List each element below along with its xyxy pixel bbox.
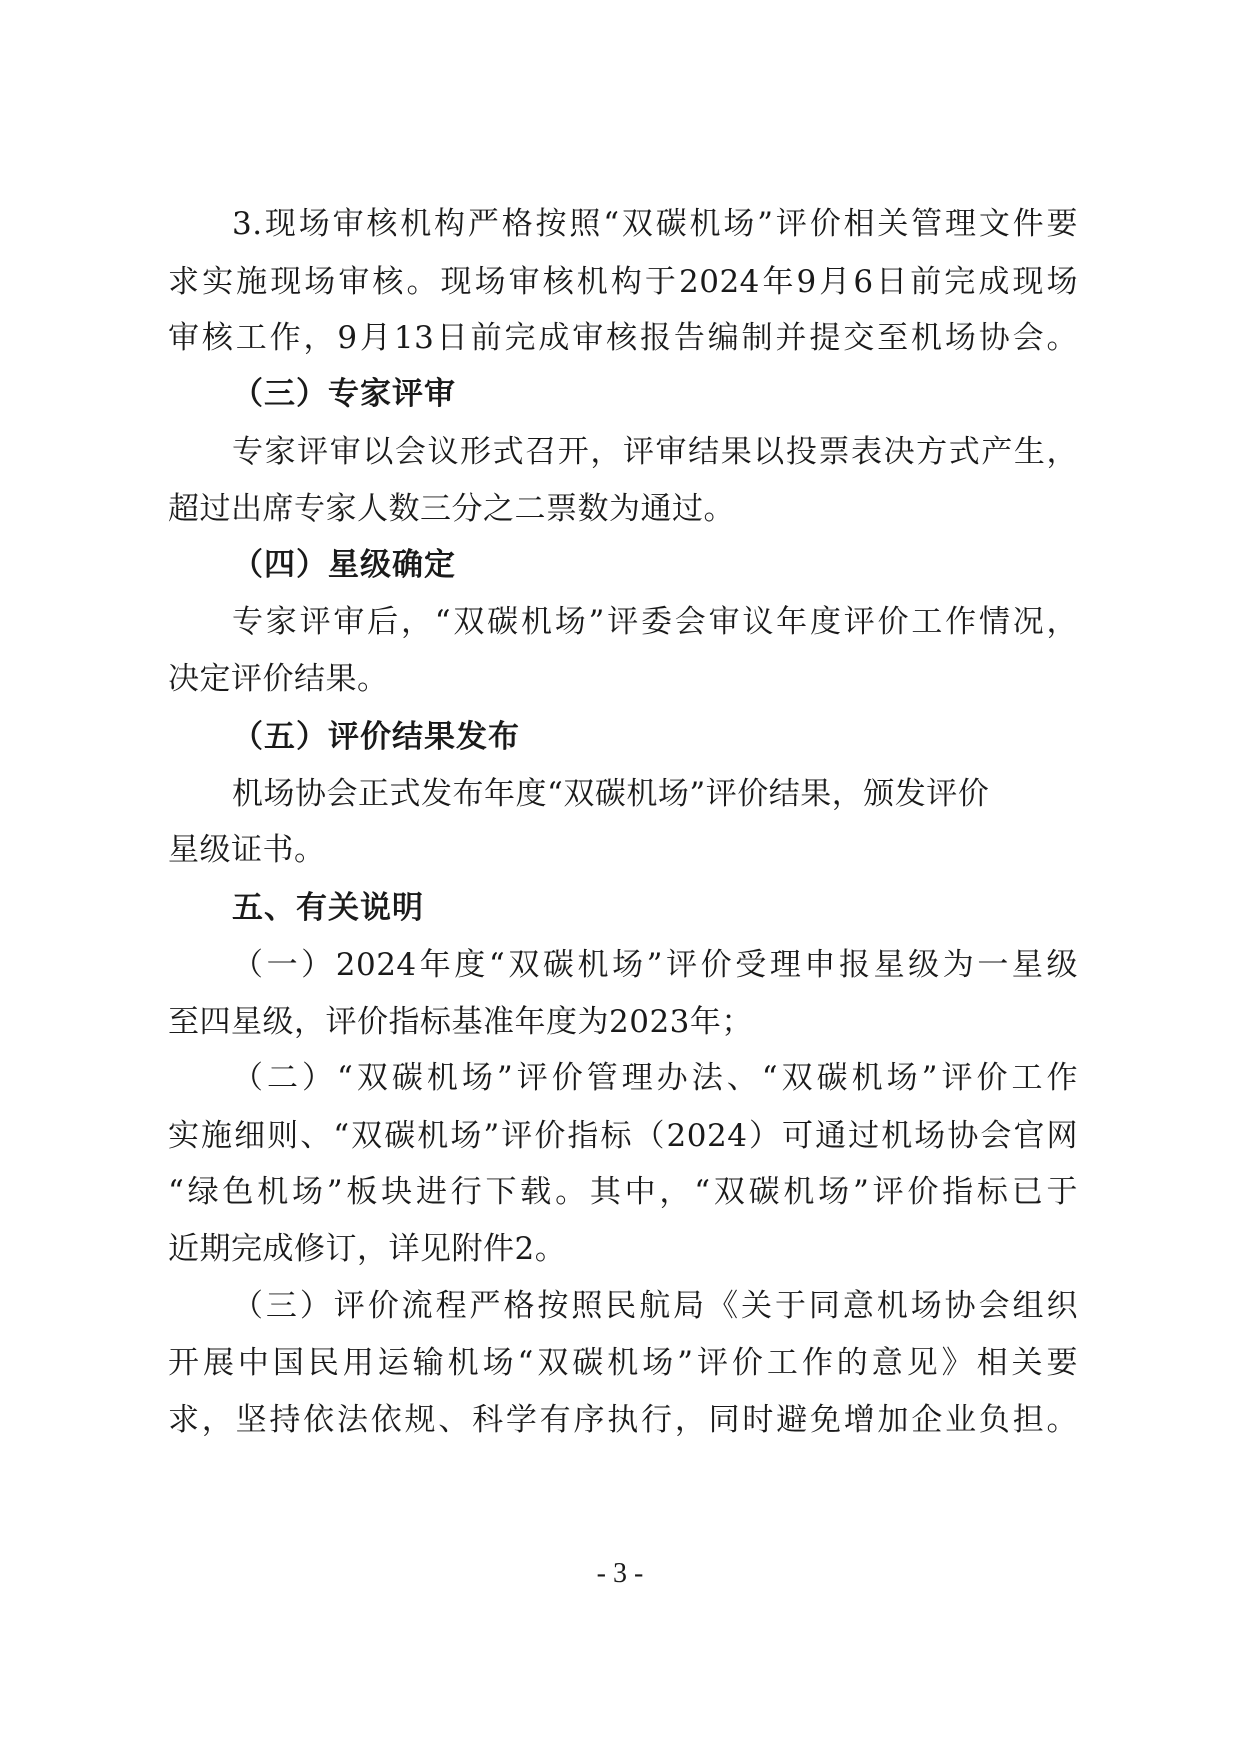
paragraph-line: 机场协会正式发布年度“双碳机场”评价结果，颁发评价 [232,776,990,812]
section-heading: （三）专家评审 [232,376,456,412]
paragraph-line: 专家评审以会议形式召开，评审结果以投票表决方式产生， [232,434,1078,470]
paragraph-line: 专家评审后，“双碳机场”评委会审议年度评价工作情况， [232,604,1078,640]
section-heading: （四）星级确定 [232,547,456,583]
paragraph-line: 求，坚持依法依规、科学有序执行，同时避免增加企业负担。 [168,1402,1078,1438]
paragraph-line: “绿色机场”板块进行下载。其中，“双碳机场”评价指标已于 [168,1174,1078,1210]
paragraph-line: （二）“双碳机场”评价管理办法、“双碳机场”评价工作 [232,1060,1078,1096]
paragraph-line: 开展中国民用运输机场“双碳机场”评价工作的意见》相关要 [168,1345,1078,1381]
paragraph-line: 近期完成修订，详见附件2。 [168,1231,567,1267]
paragraph-line: （一）2024年度“双碳机场”评价受理申报星级为一星级 [232,947,1078,983]
chapter-heading: 五、有关说明 [232,890,424,926]
paragraph-line: 超过出席专家人数三分之二票数为通过。 [168,491,735,527]
paragraph-line: 实施细则、“双碳机场”评价指标（2024）可通过机场协会官网 [168,1118,1078,1154]
paragraph-line: （三）评价流程严格按照民航局《关于同意机场协会组织 [232,1288,1078,1324]
paragraph-line: 至四星级，评价指标基准年度为2023年； [168,1004,753,1040]
paragraph-line: 决定评价结果。 [168,661,389,697]
paragraph-line: 求实施现场审核。现场审核机构于2024年9月6日前完成现场 [168,264,1078,300]
paragraph-line: 星级证书。 [168,832,326,868]
page-number: - 3 - [596,1558,644,1589]
paragraph-line: 审核工作，9月13日前完成审核报告编制并提交至机场协会。 [168,320,1078,356]
section-heading: （五）评价结果发布 [232,719,520,755]
paragraph-line: 3.现场审核机构严格按照“双碳机场”评价相关管理文件要 [232,206,1078,242]
